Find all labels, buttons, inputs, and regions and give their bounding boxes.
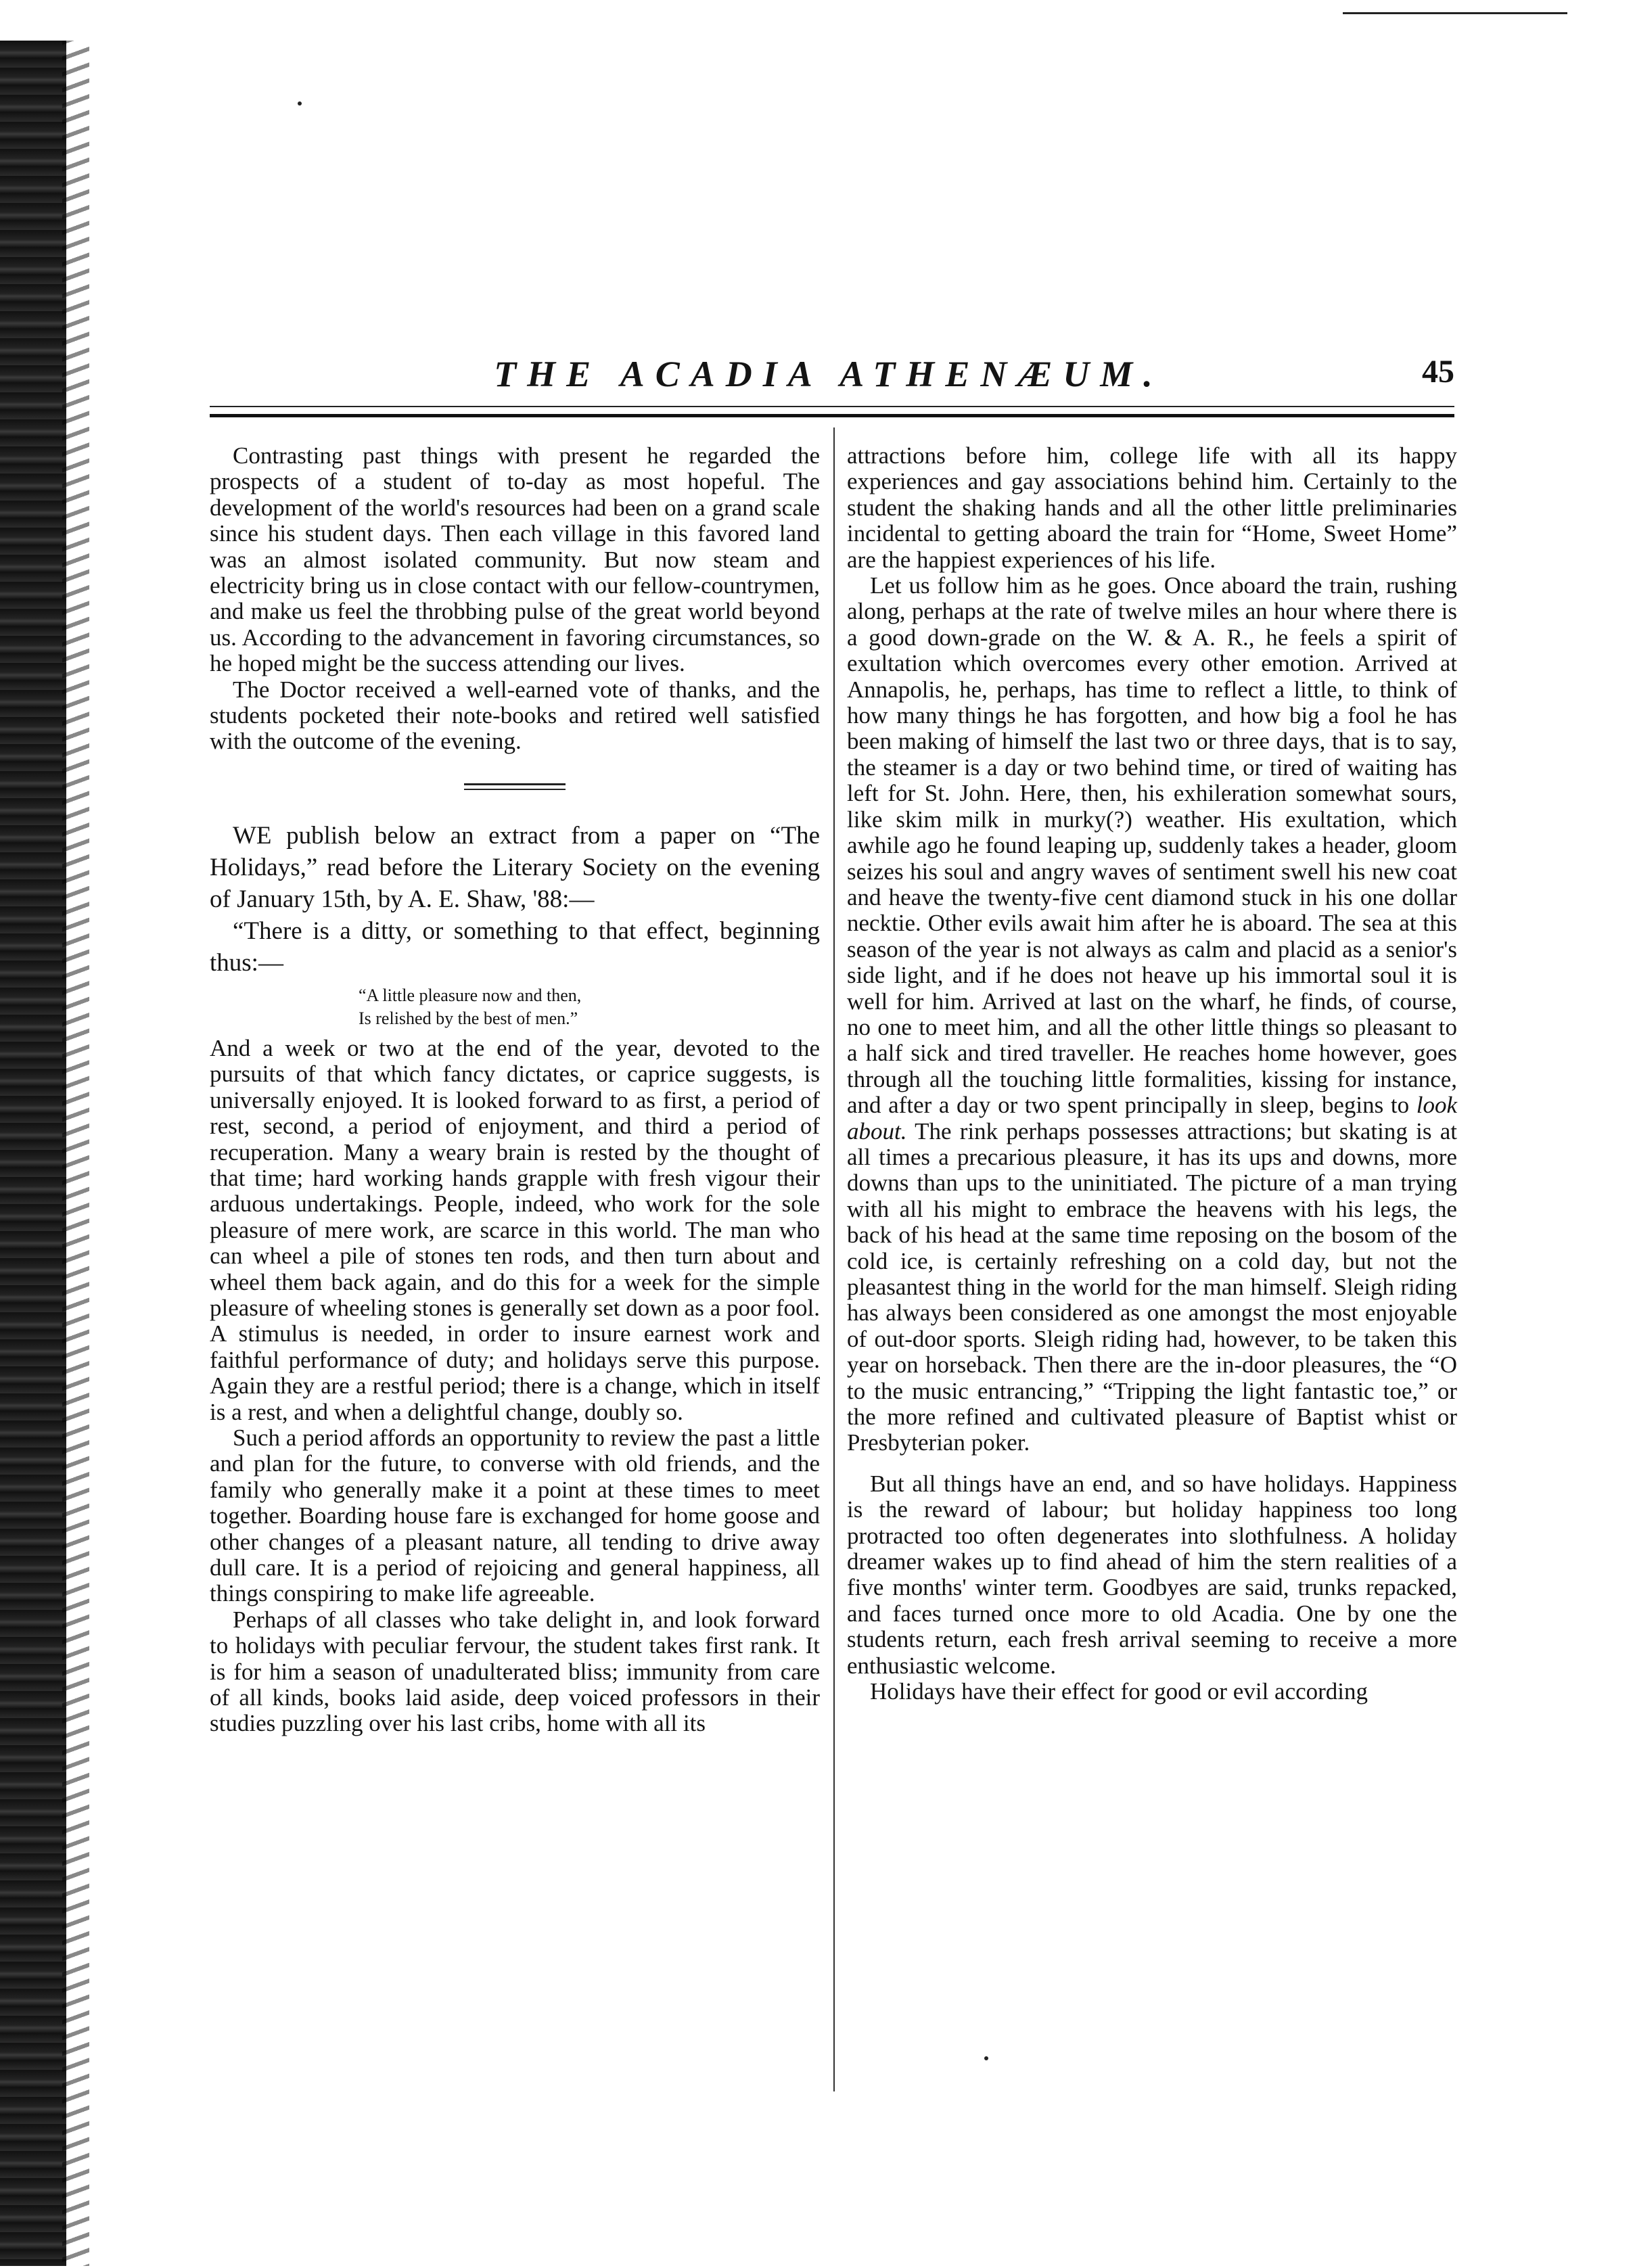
- article-intro: WE publish below an extract from a paper on “The Holidays,” read before the Literary Society on the evening of January 15th, by A. E. Shaw, '88:—: [210, 821, 820, 913]
- paragraph: But all things have an end, and so have holidays. Happiness is the reward of labour; but holiday happiness too long protracted too often degenerates into slothfulness. A holiday dreamer wakes up to find ahead of him the stern realities of a five months' winter term. Goodbyes are said, trunks repacked, and faces turned once more to old Acadia. One by one the students return, each fresh arrival seeming to receive a more enthusiastic welcome.: [847, 1470, 1457, 1679]
- poem-quote: [359, 984, 820, 1030]
- paragraph: Holidays have their effect for good or evil according: [870, 1678, 1368, 1705]
- poem-line: Is relished by the best of men.”: [359, 1008, 578, 1028]
- page-number: 45: [1422, 354, 1454, 390]
- print-speck: [298, 101, 302, 106]
- paragraph: Perhaps of all classes who take delight in, and look forward to holidays with peculiar fervour, the student takes first rank. It is for him a season of unadulterated bliss; immunity from care of all kinds, books laid aside, deep voiced professors in their studies puzzling over his last cribs, home with all its: [210, 1606, 820, 1737]
- paragraph: attractions before him, college life with all its happy experiences and gay associations behind him. Certainly to the student the shaking hands and all the other little preliminaries incidental to getting aboard the train for “Home, Sweet Home” are the happiest experiences of his life.: [847, 442, 1457, 573]
- book-binding-edge: [0, 41, 66, 2266]
- print-speck: [984, 2056, 988, 2060]
- right-column: [847, 443, 1457, 1705]
- italic-phrase: look about.: [847, 1092, 1458, 1144]
- paragraph: Contrasting past things with present he regarded the prospects of a student of to-day as most hopeful. The development of the world's resources had been on a grand scale since his student days. Then each village in this favored land was an almost isolated community. But now steam and electricity bring us in close contact with our fellow-countrymen, and make us feel the throbbing pulse of the great world beyond us. According to the advancement in favoring circumstances, so he hoped might be the success attending our lives.: [210, 442, 820, 677]
- header-rule-thick: [210, 414, 1454, 417]
- paragraph-text: Let us follow him as he goes. Once aboard the train, rushing along, perhaps at the rate of twelve miles an hour where there is a good down-grade on the W. & A. R., he feels a spirit of exultation which overcomes every other emotion. Arrived at Annapolis, he, perhaps, has time to reflect a little, to think of how many things he has forgotten, and how big a fool he has been making of himself the last two or three days, that is to say, the steamer is a day or two behind time, or tired of waiting has left for St. John. Here, then, his exhileration somewhat sours, like skim milk in murky(?) weather. His exultation, which awhile ago he found leaping up, suddenly takes a header, gloom seizes his soul and angry waves of sentiment swell his new coat and heave the twenty-five cent diamond stuck in his one dollar necktie. Other evils await him after he is aboard. The sea at this season of the year is not always as calm and placid as a senior's side light, and if he does not heave up his immortal soul it is well for him. Arrived at last on the wharf, he finds, of course, no one to meet him, and all the other little things so pleasant to a half sick and tired traveller. He reaches home however, goes through all the touching little formalities, kissing for instance, and after a day or two spent principally in sleep, begins to: [847, 572, 1457, 1119]
- top-corner-rule: [1343, 12, 1567, 14]
- quote-lead: “There is a ditty, or something to that effect, beginning thus:—: [210, 917, 820, 977]
- poem-line: “A little pleasure now and then,: [359, 985, 582, 1005]
- paragraph: [847, 573, 1457, 1456]
- paragraph: And a week or two at the end of the year, devoted to the pursuits of that which fancy dictates, or caprice suggests, is universally enjoyed. It is looked forward to as first, a period of rest, second, a period of enjoyment, and third a period of recuperation. Many a weary brain is rested by the thought of that time; hard working hands grapple with fresh vigour their arduous undertakings. People, indeed, who work for the sole pleasure of mere work, are scarce in this world. The man who can wheel a pile of stones ten rods, and then turn about and wheel them back again, and do this for a week for the simple pleasure of wheeling stones is generally set down as a poor fool. A stimulus is needed, in order to insure earnest work and faithful performance of duty; and holidays serve this purpose. Again they are a restful period; there is a change, which in itself is a rest, and when a delightful change, doubly so.: [210, 1034, 820, 1425]
- paragraph: Such a period affords an opportunity to review the past a little and plan for the future, to converse with old friends, and the family who generally make it a point at these times to meet together. Boarding house fare is exchanged for home goose and other changes of a pleasant nature, all tending to drive away dull care. It is a period of rejoicing and general happiness, all things conspiring to make life agreeable.: [210, 1424, 820, 1607]
- page-header: [203, 353, 1454, 400]
- column-divider: [833, 427, 835, 2091]
- paragraph-text: The rink perhaps possesses attractions; but skating is at all times a precarious pleasure, it has its ups and downs, more downs than ups to the uninitiated. The picture of a man trying with all his might to embrace the heavens with his legs, the back of his head at the same time reposing on the bosom of the cold ice, is certainly refreshing on a cold day, but not the pleasantest thing in the world for the man himself. Sleigh riding has always been considered as one amongst the most enjoyable of out-door sports. Sleigh riding had, however, to be taken this year on horseback. Then there are the in-door pleasures, the “O to the music entrancing,” “Tripping the light fantastic toe,” or the more refined and cultivated pleasure of Baptist whist or Presbyterian poker.: [847, 1117, 1457, 1456]
- left-column: [210, 443, 820, 1737]
- running-title: THE ACADIA ATHENÆUM.: [494, 354, 1164, 394]
- paragraph: The Doctor received a well-earned vote of thanks, and the students pocketed their note-books and retired well satisfied with the outcome of the evening.: [210, 676, 820, 755]
- header-rule-thin: [210, 406, 1454, 407]
- section-divider: [464, 783, 566, 790]
